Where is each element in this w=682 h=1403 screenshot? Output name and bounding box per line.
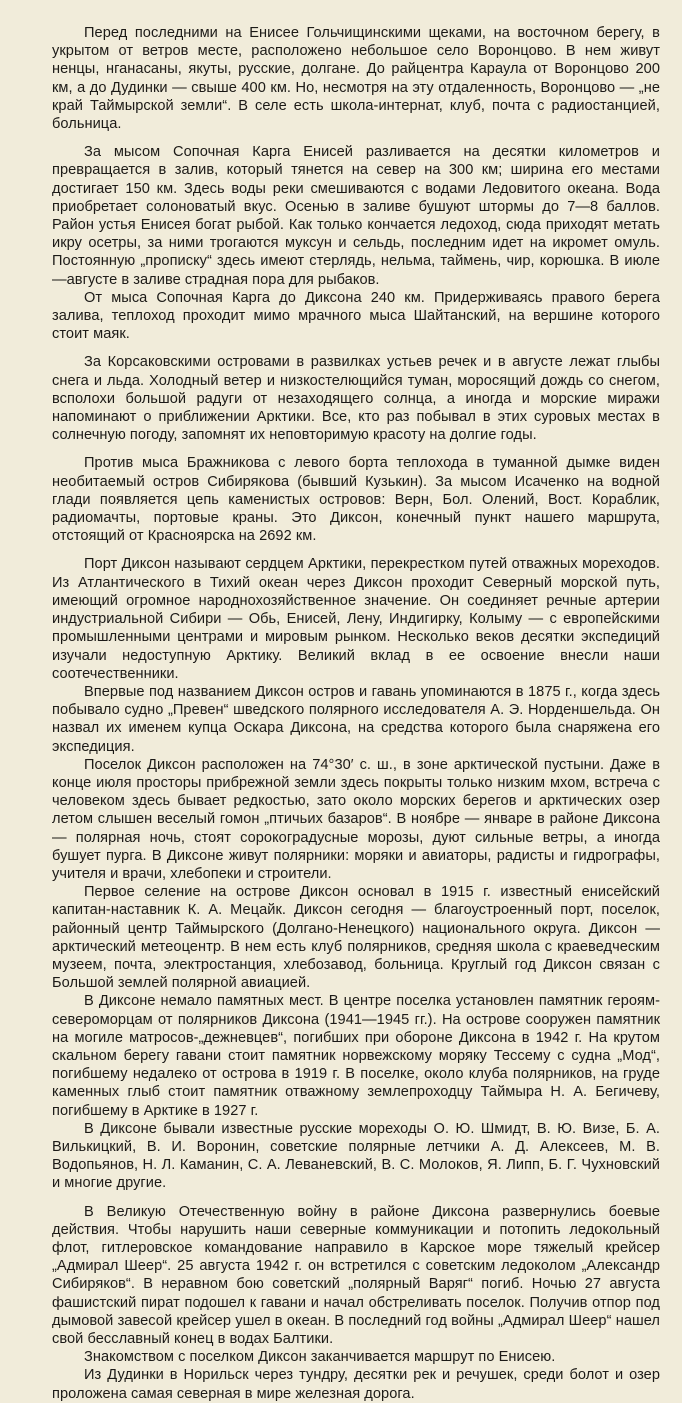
paragraph-port-dikson: Порт Диксон называют сердцем Арктики, перекрестком путей отважных мореходов. Из Атлантического в Тихий океан через Диксон проходит Северный морской путь, имеющий огромное народнохозяйственное значение. Он соединяет речные артерии индустриальной Сибири — Обь, Енисей, Лену, Индигирку, Колыму — с европейскими промышленными центрами и мировым рынком. Несколько веков десятки экспедиций изучали недоступную Арктику. Великий вклад в ее освоение внесли наши соотечественники.: [52, 556, 660, 682]
paragraph-first-mention: Впервые под названием Диксон остров и гавань упоминаются в 1875 г., когда здесь побывало судно „Превен“ шведского полярного исследователя А. Э. Норденшельда. Он назвал их именем купца Оскара Диксона, на средства которого была снаряжена его экспедиция.: [52, 683, 660, 755]
paragraph-shaitansky: От мыса Сопочная Карга до Диксона 240 км. Придерживаясь правого берега залива, теплоход проходит мимо мрачного мыса Шайтанский, на вершине которого стоит маяк.: [52, 289, 660, 343]
paragraph-voroncovo: Перед последними на Енисее Гольчищинскими щеками, на восточном берегу, в укрытом от ветров месте, расположено небольшое село Воронцово. В нем живут ненцы, нганасаны, якуты, русские, долгане. До райцентра Караула от Воронцово 200 км, а до Дудинки — свыше 400 км. Но, несмотря на эту отдаленность, Воронцово — „не край Таймырской земли“. В селе есть школа-интернат, клуб, почта с радиостанцией, больница.: [52, 25, 660, 133]
paragraph-route-end: Знакомством с поселком Диксон заканчивается маршрут по Енисею.: [84, 1349, 556, 1366]
paragraph-first-settlement: Первое селение на острове Диксон основал в 1915 г. известный енисейский капитан-наставник К. А. Мецайк. Диксон сегодня — благоустроенный порт, поселок, районный центр Таймырского (Долгано-Ненецкого) национального округа. Диксон — арктический метеоцентр. В нем есть клуб полярников, средняя школа с краеведческим музеем, почта, электростанция, хлебозавод, больница. Круглый год Диксон связан с Большой землей полярной авиацией.: [52, 884, 660, 992]
paragraph-famous-visitors: В Диксоне бывали известные русские мореходы О. Ю. Шмидт, В. Ю. Визе, Б. А. Вилькицкий, В. И. Воронин, советские полярные летчики А. Д. Алексеев, М. В. Водопьянов, Н. Л. Каманин, С. А. Леваневский, В. С. Молоков, Я. Липп, Б. Г. Чухновский и многие другие.: [52, 1120, 660, 1192]
paragraph-war: В Великую Отечественную войну в районе Диксона развернулись боевые действия. Чтобы нарушить наши северные коммуникации и потопить ледокольный флот, гитлеровское командование направило в Карское море тяжелый крейсер „Адмирал Шеер“. 25 августа 1942 г. он встретился с советским ледоколом „Александр Сибиряков“. В неравном бою советский „полярный Варяг“ погиб. Ночью 27 августа фашистский пират подошел к гавани и начал обстреливать поселок. Получив отпор под дымовой завесой крейсер ушел в океан. В последний год войны „Адмирал Шеер“ нашел свой бесславный конец в водах Балтики.: [52, 1203, 660, 1348]
paragraph-memorials: В Диксоне немало памятных мест. В центре поселка установлен памятник героям-североморцам от полярников Диксона (1941—1945 гг.). На острове сооружен памятник на могиле матросов-„дежневцев“, погибших при обороне Диксона в 1942 г. На крутом скальном берегу гавани стоит памятник норвежскому моряку Тессему с судна „Мод“, погибшему недалеко от острова в 1919 г. В поселке, около клуба полярников, на груде каменных глыб стоит памятник отважному землепроходцу Таймыра Н. А. Бегичеву, погибшему в Арктике в 1927 г.: [52, 993, 660, 1119]
paragraph-settlement: Поселок Диксон расположен на 74°30′ с. ш., в зоне арктической пустыни. Даже в конце июля просторы прибрежной земли здесь покрыты только низким мхом, встреча с человеком здесь бывает редкостью, зато около морских берегов и арктических озер летом слышен веселый гомон „птичьих базаров“. В ноябре — январе в районе Диксона — полярная ночь, стоят сорокоградусные морозы, дуют сильные ветры, а иногда бушует пурга. В Диксоне живут полярники: моряки и авиаторы, радисты и гидрографы, учителя и врачи, хлебопеки и строители.: [52, 756, 660, 882]
paragraph-sibiryakov-island: Против мыса Бражникова с левого борта теплохода в туманной дымке виден необитаемый остров Сибирякова (бывший Кузькин). За мысом Исаченко на водной глади появляется цепь каменистых островов: Верн, Бол. Олений, Вост. Кораблик, радиомачты, портовые краны. Это Диксон, конечный пункт нашего маршрута, отстоящий от Красноярска на 2692 км.: [52, 455, 660, 545]
paragraph-korsakov-islands: За Корсаковскими островами в развилках устьев речек и в августе лежат глыбы снега и льда. Холодный ветер и низкостелющийся туман, моросящий дождь со снегом, всполохи большой радуги от незаходящего солнца, а иногда и морские миражи напоминают о приближении Арктики. Все, кто раз побывал в этих суровых местах в солнечную погоду, запомнят их неповторимую красоту на долгие годы.: [52, 354, 660, 444]
paragraph-gulf: За мысом Сопочная Карга Енисей разливается на десятки километров и превращается в залив, который тянется на север на 300 км; ширина его местами достигает 150 км. Здесь воды реки смешиваются с водами Ледовитого океана. Вода приобретает солоноватый вкус. Осенью в заливе бушуют штормы до 7—8 баллов. Район устья Енисея богат рыбой. Как только кончается ледоход, сюда приходят метать икру осетры, за ними трогаются муксун и сельдь, последним идет на икромет омуль. Постоянную „прописку“ здесь имеют стерлядь, нельма, таймень, чир, корюшка. В июле—августе в заливе страдная пора для рыбаков.: [52, 144, 660, 288]
paragraph-railway: Из Дудинки в Норильск через тундру, десятки рек и речушек, среди болот и озер проложена самая северная в мире железная дорога.: [52, 1367, 660, 1402]
